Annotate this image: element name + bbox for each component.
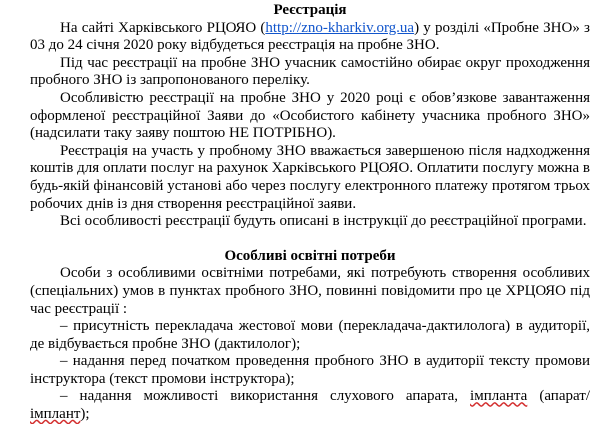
section-title-special-needs: Особливі освітні потреби — [224, 247, 396, 264]
paragraph-instructions: Всі особливості реєстрації будуть описані в інструкції до реєстраційної програми. — [60, 213, 587, 230]
list-item-sign-interpreter: – присутність перекладача жестової мови (перекладача-дактилолога) в аудиторії, де відбувається пробне ЗНО (дактилолог); — [30, 318, 590, 352]
zno-kharkiv-link[interactable]: http://zno-kharkiv.org.ua — [265, 19, 415, 36]
paragraph-district-choice: Під час реєстрації на пробне ЗНО учасник самостійно обирає округ проходження пробного ЗНО із запропонованого переліку. — [30, 54, 590, 89]
section-title-registration: Реєстрація — [273, 2, 347, 18]
paragraph-payment: Реєстрація на участь у пробному ЗНО вважається завершеною після надходження коштів для оплати послуг на рахунок Харківського РЦОЯО. Оплатити послугу можна в будь-якій фінансовій установі або через послугу електронного платежу протягом трьох робочих днів із дня створення реєстраційної заяви. — [30, 142, 590, 212]
spellcheck-word: імпланта — [470, 388, 528, 405]
paragraph-special-needs-intro: Особи з особливими освітніми потребами, які потребують створення особливих (спеціальних) умов в пунктах пробного ЗНО, повинні повідомити про це ХРЦОЯО під час реєстрації : — [30, 265, 590, 317]
list-item-hearing-aid: – надання можливості використання слухового апарата, імпланта (апарат/імплант); — [30, 388, 590, 423]
list-item-instructor-text: – надання перед початком проведення пробного ЗНО в аудиторії тексту промови інструктора (текст промови інструктора); — [30, 353, 590, 387]
paragraph-application-upload: Особливістю реєстрації на пробне ЗНО у 2020 році є обов’язкове завантаження оформленої реєстраційної Заяви до «Особистого кабінету учасника пробного ЗНО» (надсилати таку заяву поштою НЕ ПОТРІБНО). — [30, 89, 590, 142]
spellcheck-word: імплант — [30, 406, 81, 423]
paragraph-registration-dates: На сайті Харківського РЦОЯО (http://zno-kharkiv.org.ua) у розділі «Пробне ЗНО» з 03 до 24 січня 2020 року відбудеться реєстрація на пробне ЗНО. — [30, 19, 590, 54]
